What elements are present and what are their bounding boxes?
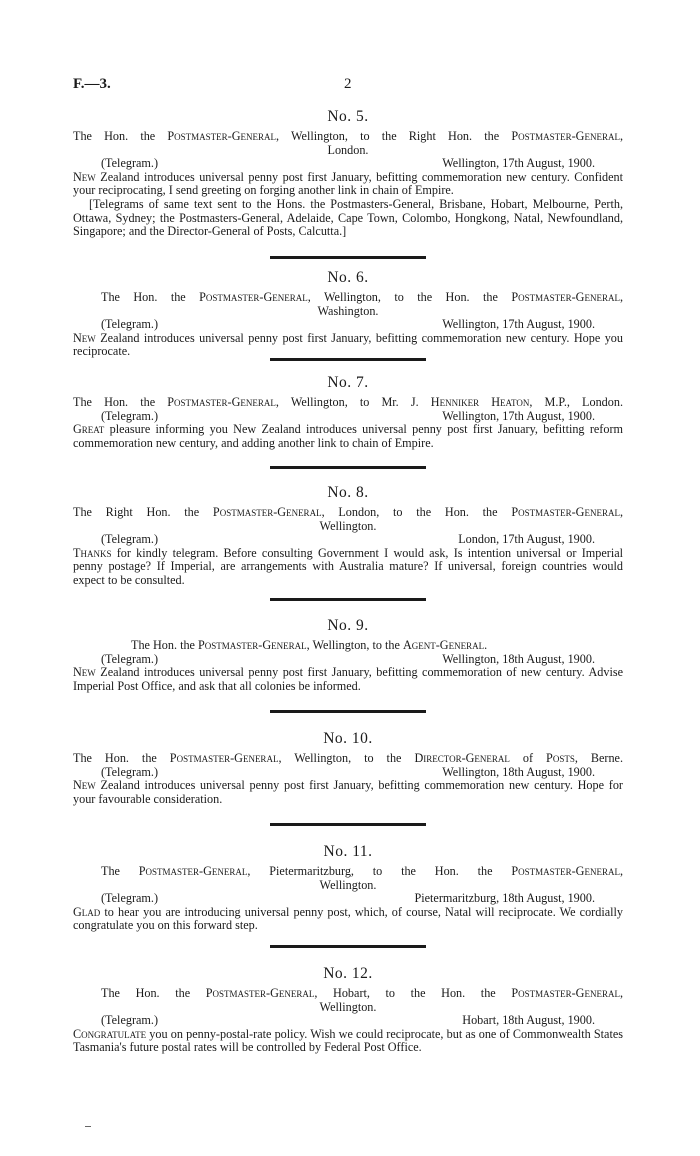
section-rule [270, 598, 426, 601]
message-no-10 [73, 730, 623, 806]
message-number: No. 11. [323, 843, 373, 860]
message-number: No. 9. [327, 617, 369, 634]
dateline: Wellington, 17th August, 1900. [442, 317, 595, 332]
telegram-label: (Telegram.) [101, 1013, 159, 1028]
telegram-line [73, 533, 623, 547]
message-body: New Zealand introduces universal penny post first January, befitting commemoration of new century. Advise Imperial Post Office, and ask that all colonies be informed. [73, 665, 623, 693]
telegram-label: (Telegram.) [101, 764, 159, 779]
message-address: The Hon. the Postmaster-General, Wellington, to the Hon. the Postmaster-General, [101, 290, 624, 304]
telegram-line [73, 892, 623, 906]
section-rule [270, 466, 426, 469]
section-rule [270, 823, 426, 826]
message-number: No. 7. [327, 374, 369, 391]
message-address: The Hon. the Postmaster-General, Hobart, to the Hon. the Postmaster-General, [101, 986, 624, 1000]
message-body: New Zealand introduces universal penny post first January, befitting commemoration new century. Confident your reciprocating, I send greeting on forging another link in chain of Empire. [73, 169, 623, 198]
message-address-continued: Washington. [317, 303, 379, 318]
message-number: No. 5. [327, 108, 369, 125]
telegram-line [73, 410, 623, 424]
dateline: Pietermaritzburg, 18th August, 1900. [414, 891, 595, 906]
page-number: 2 [344, 76, 352, 92]
message-no-7 [73, 374, 623, 450]
message-body: Thanks for kindly telegram. Before consulting Government I would ask, Is intention universal or Imperial penny postage? If Imperial, are arrangements with Australia mature? If universal, foreign countries would expect to be consulted. [73, 545, 623, 587]
message-address-continued: London. [327, 142, 369, 157]
message-address-continued: Wellington. [319, 877, 377, 892]
dateline: London, 17th August, 1900. [458, 532, 595, 547]
message-address: The Hon. the Postmaster-General, Wellington, to the Director-General of Posts, Berne. [73, 751, 624, 765]
message-address: The Hon. the Postmaster-General, Wellington, to the Right Hon. the Postmaster-General, [73, 129, 623, 143]
message-no-12 [73, 965, 623, 1055]
dateline: Wellington, 18th August, 1900. [442, 651, 595, 666]
series-reference: F.—3. [73, 76, 111, 92]
message-no-6 [73, 269, 623, 359]
message-address-continued: Wellington. [319, 518, 377, 533]
message-body: Congratulate you on penny-postal-rate policy. Wish we could reciprocate, but as one of Commonwealth States Tasmania's future postal rates will be controlled by Federal Post Office. [73, 1026, 623, 1055]
message-no-11 [73, 843, 623, 933]
telegram-label: (Telegram.) [101, 651, 159, 666]
section-rule [270, 358, 426, 361]
message-body: New Zealand introduces universal penny post first January, befitting commemoration new century. Hope for your favourable consideration. [73, 778, 623, 806]
dateline: Hobart, 18th August, 1900. [462, 1013, 595, 1028]
message-no-9 [73, 617, 623, 693]
telegram-label: (Telegram.) [101, 317, 159, 332]
message-no-5 [73, 108, 623, 239]
message-note: [Telegrams of same text sent to the Hons. the Postmasters-General, Brisbane, Hobart, Melbourne, Perth, Ottawa, Sydney; the Postmasters-General, Adelaide, Cape Town, Colombo, Hongkong, Natal, Newfoundland, Singapore; and the Director-General of Posts, Calcutta.] [73, 196, 623, 239]
message-number: No. 10. [323, 730, 373, 747]
message-number: No. 12. [323, 965, 373, 982]
message-address: The Postmaster-General, Pietermaritzburg, to the Hon. the Postmaster-General, [101, 864, 623, 878]
message-address: The Hon. the Postmaster-General, Wellington, to Mr. J. Henniker Heaton, M.P., London. [73, 395, 623, 409]
telegram-line [73, 766, 623, 780]
telegram-label: (Telegram.) [101, 156, 159, 171]
message-address: The Right Hon. the Postmaster-General, London, to the Hon. the Postmaster-General, [73, 505, 623, 519]
telegram-line [73, 318, 623, 332]
telegram-label: (Telegram.) [101, 408, 159, 423]
telegram-label: (Telegram.) [101, 532, 159, 547]
section-rule [270, 256, 426, 259]
telegram-label: (Telegram.) [101, 891, 159, 906]
telegram-line [73, 157, 623, 171]
message-body: New Zealand introduces universal penny post first January, befitting commemoration new century. Hope you reciprocate. [73, 330, 623, 359]
message-no-8 [73, 484, 623, 588]
dateline: Wellington, 17th August, 1900. [442, 156, 595, 171]
telegram-line [73, 653, 623, 667]
message-address-continued: Wellington. [319, 999, 377, 1014]
section-rule [270, 710, 426, 713]
message-number: No. 6. [327, 269, 369, 286]
message-body: Glad to hear you are introducing universal penny post, which, of course, Natal will reciprocate. We cordially congratulate you on this forward step. [73, 904, 623, 933]
message-address: The Hon. the Postmaster-General, Wellington, to the Agent-General. [131, 638, 488, 652]
dateline: Wellington, 18th August, 1900. [442, 764, 595, 779]
message-body: Great pleasure informing you New Zealand introduces universal penny post first January, befitting reform commemoration new century, and adding another link to chain of Empire. [73, 422, 623, 450]
telegram-line [73, 1014, 623, 1028]
message-number: No. 8. [327, 484, 369, 501]
section-rule [270, 945, 426, 948]
margin-mark [85, 1126, 91, 1127]
dateline: Wellington, 17th August, 1900. [442, 408, 595, 423]
